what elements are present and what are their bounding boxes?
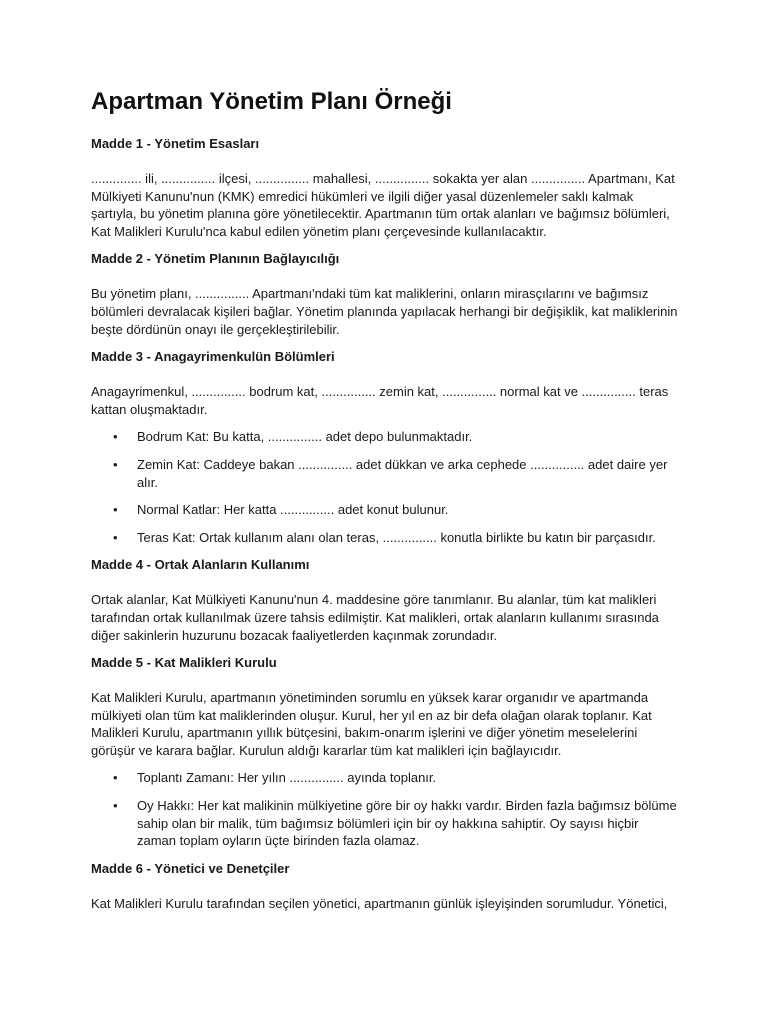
- bullet-dot-icon: •: [113, 770, 118, 786]
- document-page: [91, 86, 681, 922]
- document-title: Apartman Yönetim Planı Örneği: [91, 88, 452, 115]
- bullet-dot-icon: •: [113, 456, 118, 472]
- section-paragraph: Bu yönetim planı, ............... Apartmanı'ndaki tüm kat maliklerini, onların mirasçılarını ve bağımsız bölümleri devralacak kişileri bağlar. Yönetim planında yapılacak herhangi bir değişiklik, kat maliklerinin beşte dördünün onayı ile gerçekleştirilebilir.: [91, 286, 678, 337]
- bullet-dot-icon: •: [113, 798, 118, 814]
- section-heading: Madde 6 - Yönetici ve Denetçiler: [91, 860, 290, 876]
- bullet-item: [91, 529, 681, 547]
- bullet-dot-icon: •: [113, 502, 118, 518]
- bullet-text: Normal Katlar: Her katta ............... adet konut bulunur.: [137, 502, 449, 518]
- bullet-text: Teras Kat: Ortak kullanım alanı olan teras, ............... konutla birlikte bu katın bir parçasıdır.: [137, 529, 656, 545]
- bullet-dot-icon: •: [113, 429, 118, 445]
- section-heading: Madde 4 - Ortak Alanların Kullanımı: [91, 557, 310, 573]
- bullet-text: Bodrum Kat: Bu katta, ............... adet depo bulunmaktadır.: [137, 429, 473, 445]
- document-sections: [91, 135, 681, 912]
- bullet-list: [91, 428, 681, 546]
- section-paragraph: Anagayrimenkul, ............... bodrum kat, ............... zemin kat, ............... normal kat ve ............... teras kattan oluşmaktadır.: [91, 384, 669, 417]
- bullet-item: [91, 797, 681, 850]
- bullet-item: [91, 456, 681, 491]
- bullet-item: [91, 501, 681, 519]
- section-heading: Madde 2 - Yönetim Planının Bağlayıcılığı: [91, 251, 340, 267]
- section-paragraph: Ortak alanlar, Kat Mülkiyeti Kanunu'nun 4. maddesine göre tanımlanır. Bu alanlar, tüm kat malikleri tarafından ortak kullanılmak üzere tahsis edilmiştir. Kat malikleri, ortak alanların kullanımı sırasında diğer sakinlerin huzurunu bozacak faaliyetlerden kaçınmak zorundadır.: [91, 592, 659, 643]
- section-paragraph: Kat Malikleri Kurulu, apartmanın yönetiminden sorumlu en yüksek karar organıdır ve apartmanda mülkiyeti olan tüm kat maliklerinden oluşur. Kurul, her yıl en az bir defa olağan olarak toplanır. Kat Malikleri Kurulu, apartmanın yıllık bütçesini, bakım-onarım işlerini ve diğer yönetim meselelerini görüşür ve karara bağlar. Kurulun aldığı kararlar tüm kat malikleri için bağlayıcıdır.: [91, 690, 652, 758]
- section-heading: Madde 5 - Kat Malikleri Kurulu: [91, 655, 277, 671]
- bullet-text: Oy Hakkı: Her kat malikinin mülkiyetine göre bir oy hakkı vardır. Birden fazla bağımsız bölüme sahip olan bir malik, tüm bağımsız bölümleri için bir oy hakkına sahiptir. Oy sayısı hiçbir zaman toplam oyların üçte birinden fazla olamaz.: [137, 798, 677, 849]
- section-paragraph: Kat Malikleri Kurulu tarafından seçilen yönetici, apartmanın günlük işleyişinden sorumludur. Yönetici,: [91, 895, 668, 911]
- section-paragraph: .............. ili, ............... ilçesi, ............... mahallesi, ............... sokakta yer alan ............... Apartmanı, Kat Mülkiyeti Kanunu'nun (KMK) emredici hükümleri ve ilgili diğer yasal düzenlemeler saklı kalmak şartıyla, bu yönetim planına göre yönetilecektir. Apartmanın tüm ortak alanları ve bağımsız bölümleri, Kat Malikleri Kurulu'nca kabul edilen yönetim planı çerçevesinde kullanılacaktır.: [91, 171, 675, 239]
- bullet-item: [91, 428, 681, 446]
- bullet-text: Toplantı Zamanı: Her yılın ............... ayında toplanır.: [137, 770, 437, 786]
- bullet-text: Zemin Kat: Caddeye bakan ............... adet dükkan ve arka cephede ............... adet daire yer alır.: [137, 456, 668, 490]
- section-heading: Madde 3 - Anagayrimenkulün Bölümleri: [91, 349, 335, 365]
- bullet-dot-icon: •: [113, 529, 118, 545]
- bullet-list: [91, 769, 681, 849]
- bullet-item: [91, 769, 681, 787]
- section-heading: Madde 1 - Yönetim Esasları: [91, 136, 260, 151]
